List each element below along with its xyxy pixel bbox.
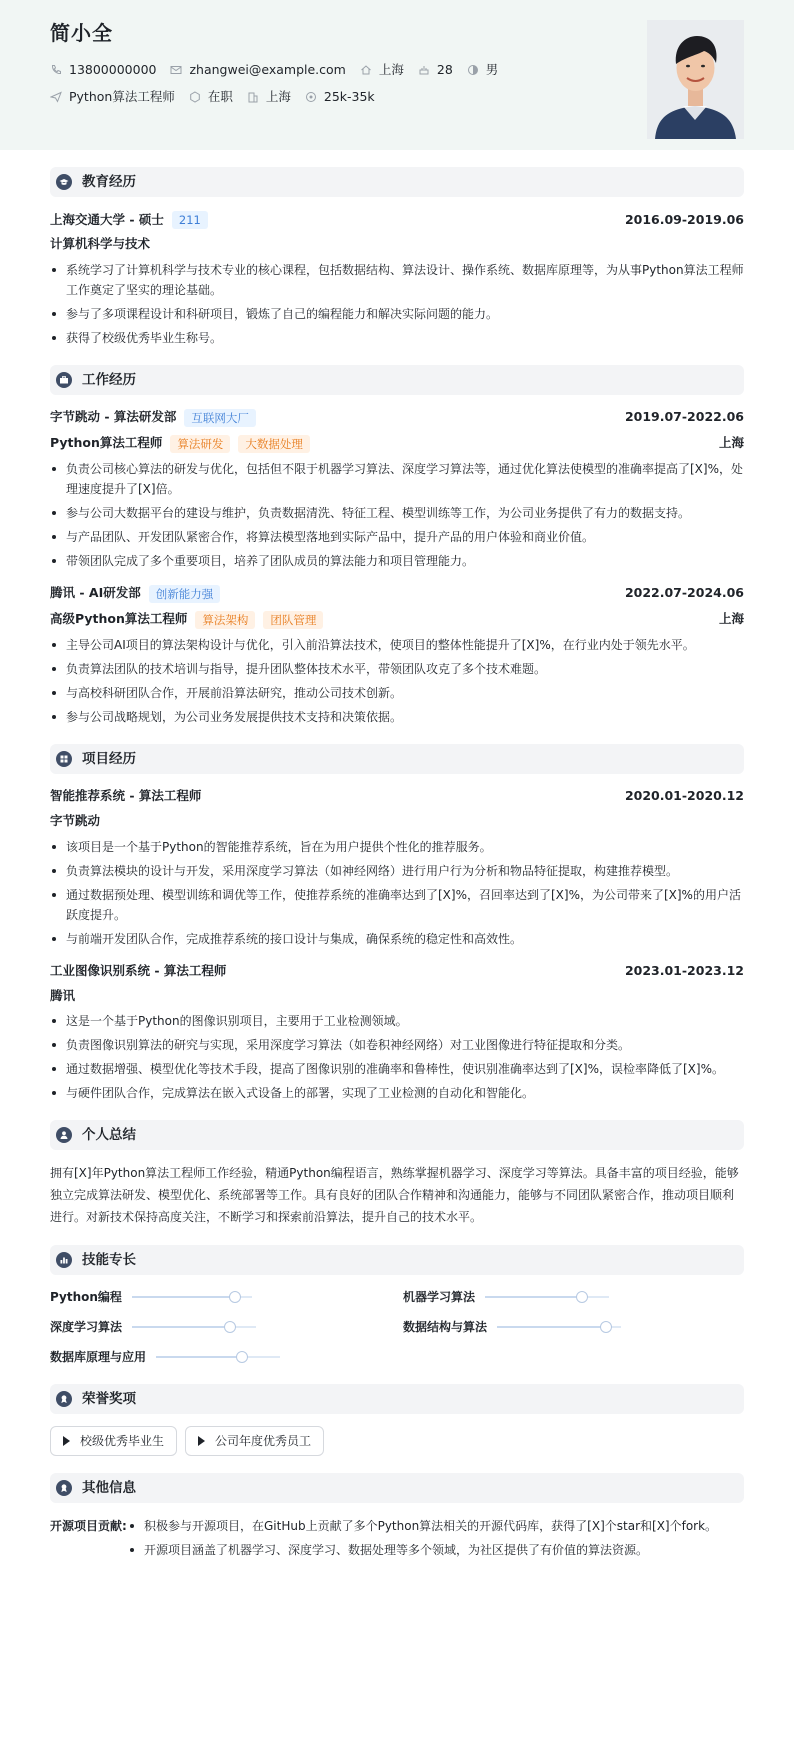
skill-level-fill (132, 1296, 235, 1298)
skill-level-fill (497, 1326, 606, 1328)
list-item: 积极参与开源项目，在GitHub上贡献了多个Python算法相关的开源代码库，获得了[X]个star和[X]个fork。 (128, 1515, 717, 1537)
honors-list (50, 1426, 744, 1456)
section-title-text: 教育经历 (82, 173, 136, 190)
location-text: 上海 (378, 61, 404, 77)
list-item: 通过数据增强、模型优化等技术手段，提高了图像识别的准确率和鲁棒性，使识别准确率达到了[X]%，误检率降低了[X]%。 (50, 1059, 744, 1079)
salary-icon (305, 91, 317, 103)
other-info-bullets (128, 1515, 717, 1563)
graduation-cap-icon (56, 174, 72, 190)
skill-level-knob (224, 1321, 236, 1333)
building-icon (247, 91, 259, 103)
position-tag: 算法架构 (195, 611, 255, 629)
list-item: 与产品团队、开发团队紧密合作，将算法模型落地到实际产品中，提升产品的用户体验和商业价值。 (50, 527, 744, 547)
job-city: 上海 (718, 435, 744, 451)
briefcase-icon (56, 372, 72, 388)
candidate-name: 简小全 (50, 21, 113, 45)
section-title-text: 个人总结 (82, 1127, 136, 1144)
medal-icon (56, 1391, 72, 1407)
list-item: 参与公司大数据平台的建设与维护，负责数据清洗、特征工程、模型训练等工作，为公司业务提供了有力的数据支持。 (50, 503, 744, 523)
job-position-row (50, 433, 744, 455)
target-position-text: Python算法工程师 (69, 88, 175, 104)
status-icon (189, 91, 201, 103)
skill-item (403, 1317, 756, 1337)
skill-level-knob (236, 1351, 248, 1363)
skill-level-fill (156, 1356, 242, 1358)
job-bullets (50, 459, 744, 571)
list-item: 系统学习了计算机科学与技术专业的核心课程，包括数据结构、算法设计、操作系统、数据库原理等，为从事Python算法工程师工作奠定了坚实的理论基础。 (50, 260, 744, 300)
job-entry (50, 583, 744, 727)
company-name: 字节跳动 - 算法研发部 (50, 409, 177, 425)
list-item: 获得了校级优秀毕业生称号。 (50, 328, 744, 348)
position-name: 高级Python算法工程师 (50, 611, 188, 627)
skill-level-fill (485, 1296, 582, 1298)
skill-level-bar (132, 1326, 256, 1328)
skill-item (50, 1287, 403, 1307)
skill-item (403, 1287, 756, 1307)
mail-icon (170, 64, 182, 76)
project-name: 工业图像识别系统 - 算法工程师 (50, 963, 227, 979)
education-date: 2016.09-2019.06 (624, 211, 744, 227)
skill-level-bar (485, 1296, 609, 1298)
major-name: 计算机科学与技术 (50, 236, 151, 251)
skill-item (50, 1317, 403, 1337)
project-company: 字节跳动 (50, 812, 101, 828)
list-item: 这是一个基于Python的图像识别项目，主要用于工业检测领域。 (50, 1011, 744, 1031)
honors-section-title (50, 1384, 744, 1414)
salary-text: 25k-35k (323, 88, 375, 104)
job-position-row (50, 609, 744, 631)
skill-level-fill (132, 1326, 230, 1328)
section-title-text: 工作经历 (82, 371, 136, 388)
project-date: 2023.01-2023.12 (624, 963, 744, 979)
employment-status-text: 在职 (207, 88, 233, 104)
play-icon (63, 1436, 70, 1446)
target-city-info (247, 88, 291, 107)
skill-level-knob (600, 1321, 612, 1333)
honor-label: 校级优秀毕业生 (80, 1434, 165, 1449)
skill-name: 机器学习算法 (403, 1290, 476, 1305)
other-info-row (50, 1515, 744, 1563)
skills-section-title (50, 1245, 744, 1275)
section-title-text: 技能专长 (82, 1252, 136, 1269)
project-bullets (50, 1011, 744, 1103)
summary-section-title (50, 1120, 744, 1150)
skill-level-bar (132, 1296, 252, 1298)
projects-section-title (50, 744, 744, 774)
home-icon (360, 64, 372, 76)
list-item: 负责公司核心算法的研发与优化，包括但不限于机器学习算法、深度学习算法等，通过优化算法使模型的准确率提高了[X]%，处理速度提升了[X]倍。 (50, 459, 744, 499)
email-info (170, 61, 345, 80)
skill-level-knob (576, 1291, 588, 1303)
education-bullets (50, 260, 744, 348)
section-title-text: 其他信息 (82, 1480, 136, 1497)
project-header-row (50, 961, 744, 983)
skill-name: 数据结构与算法 (403, 1320, 488, 1335)
job-company-row (50, 407, 744, 429)
list-item: 与硬件团队合作，完成算法在嵌入式设备上的部署，实现了工业检测的自动化和智能化。 (50, 1083, 744, 1103)
position-tag: 大数据处理 (238, 435, 310, 453)
education-section-title (50, 167, 744, 197)
skill-level-bar (156, 1356, 280, 1358)
position-name: Python算法工程师 (50, 435, 163, 451)
other-section-title (50, 1473, 744, 1503)
job-entry (50, 407, 744, 571)
project-date: 2020.01-2020.12 (624, 788, 744, 804)
target-city-text: 上海 (265, 88, 291, 104)
phone-info (50, 61, 156, 80)
target-position-info (50, 88, 175, 107)
list-item: 带领团队完成了多个重要项目，培养了团队成员的算法能力和项目管理能力。 (50, 551, 744, 571)
phone-icon (50, 64, 62, 76)
list-item: 负责图像识别算法的研究与实现，采用深度学习算法（如卷积神经网络）对工业图像进行特征提取和分类。 (50, 1035, 744, 1055)
position-tag: 团队管理 (263, 611, 323, 629)
phone-text: 13800000000 (69, 61, 157, 77)
company-tag: 创新能力强 (149, 585, 221, 603)
resume-header (0, 0, 794, 150)
job-date: 2019.07-2022.06 (624, 409, 744, 425)
project-header-row (50, 786, 744, 808)
project-bullets (50, 837, 744, 949)
list-item: 与高校科研团队合作，开展前沿算法研究，推动公司技术创新。 (50, 683, 744, 703)
school-tag: 211 (172, 211, 208, 229)
person-icon (56, 1127, 72, 1143)
salary-info (305, 88, 375, 107)
skills-grid (50, 1287, 744, 1367)
location-info (360, 61, 404, 80)
job-city: 上海 (718, 611, 744, 627)
skill-name: 深度学习算法 (50, 1320, 123, 1335)
play-icon (198, 1436, 205, 1446)
age-text: 28 (436, 61, 453, 77)
summary-text: 拥有[X]年Python算法工程师工作经验，精通Python编程语言，熟练掌握机器学习、深度学习等算法。具备丰富的项目经验，能够独立完成算法研发、模型优化、系统部署等工作。具有良好的团队合作精神和沟通能力，能够与不同团队紧密合作，推动项目顺利进行。对新技术保持高度关注，不断学习和探索前沿算法，提升自己的技术水平。 (50, 1166, 739, 1225)
company-name: 腾讯 - AI研发部 (50, 585, 141, 601)
job-bullets (50, 635, 744, 727)
list-item: 该项目是一个基于Python的智能推荐系统，旨在为用户提供个性化的推荐服务。 (50, 837, 744, 857)
job-intent-row (50, 87, 744, 107)
employment-status-info (189, 88, 233, 107)
position-tag: 算法研发 (170, 435, 230, 453)
job-date: 2022.07-2024.06 (624, 585, 744, 601)
education-header-row (50, 209, 744, 231)
skill-item (50, 1347, 403, 1367)
project-entry (50, 961, 744, 1104)
work-section-title (50, 365, 744, 395)
list-item: 与前端开发团队合作，完成推荐系统的接口设计与集成，确保系统的稳定性和高效性。 (50, 929, 744, 949)
list-item: 主导公司AI项目的算法架构设计与优化，引入前沿算法技术，使项目的整体性能提升了[X]%，在行业内处于领先水平。 (50, 635, 744, 655)
skill-level-knob (229, 1291, 241, 1303)
skill-level-bar (497, 1326, 621, 1328)
skill-name: Python编程 (50, 1290, 122, 1305)
list-item: 通过数据预处理、模型训练和调优等工作，使推荐系统的准确率达到了[X]%，召回率达到了[X]%，为公司带来了[X]%的用户活跃度提升。 (50, 885, 744, 925)
send-icon (50, 91, 62, 103)
list-item: 参与公司战略规划，为公司业务发展提供技术支持和决策依据。 (50, 707, 744, 727)
bar-chart-icon (56, 1252, 72, 1268)
email-text: zhangwei@example.com (189, 61, 346, 77)
gender-icon (467, 64, 479, 76)
other-info-label: 开源项目贡献: (50, 1519, 127, 1534)
company-tag: 互联网大厂 (184, 409, 256, 427)
age-info (418, 61, 453, 80)
honor-label: 公司年度优秀员工 (215, 1434, 312, 1449)
section-title-text: 项目经历 (82, 750, 136, 767)
honor-item (50, 1426, 177, 1456)
resume-body (0, 167, 794, 1563)
job-company-row (50, 583, 744, 605)
gender-text: 男 (485, 61, 499, 77)
school-name: 上海交通大学 - 硕士 (50, 211, 164, 227)
project-entry (50, 786, 744, 949)
gender-info (467, 61, 499, 80)
project-name: 智能推荐系统 - 算法工程师 (50, 788, 202, 804)
list-item: 开源项目涵盖了机器学习、深度学习、数据处理等多个领域，为社区提供了有价值的算法资源。 (128, 1539, 717, 1561)
honor-item (185, 1426, 324, 1456)
list-item: 负责算法模块的设计与开发，采用深度学习算法（如神经网络）进行用户行为分析和物品特征提取，构建推荐模型。 (50, 861, 744, 881)
info-icon (56, 1480, 72, 1496)
cake-icon (418, 64, 430, 76)
contact-row (50, 60, 744, 80)
project-company: 腾讯 (50, 987, 76, 1003)
section-title-text: 荣誉奖项 (82, 1391, 136, 1408)
skill-name: 数据库原理与应用 (50, 1350, 147, 1365)
list-item: 负责算法团队的技术培训与指导，提升团队整体技术水平，带领团队攻克了多个技术难题。 (50, 659, 744, 679)
grid-icon (56, 751, 72, 767)
list-item: 参与了多项课程设计和科研项目，锻炼了自己的编程能力和解决实际问题的能力。 (50, 304, 744, 324)
profile-photo (647, 20, 744, 139)
